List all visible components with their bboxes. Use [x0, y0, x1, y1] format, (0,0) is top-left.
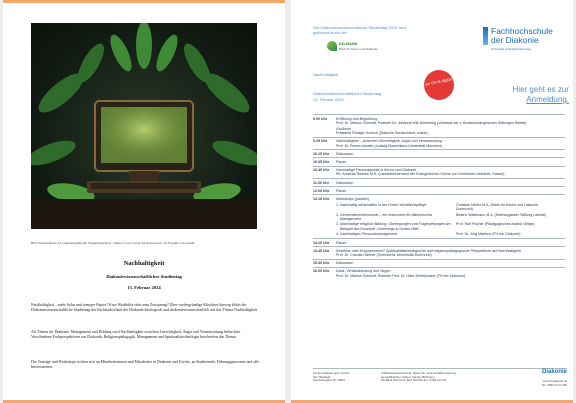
schedule-title: Diskussion [336, 151, 354, 156]
kd-bank-logo [327, 41, 381, 55]
workshop-item [336, 232, 565, 236]
document-subtitle: Diakoniewissenschaftlicher Studientag [106, 274, 182, 279]
footer-line: FH der Diakonie gem. GmbH [313, 371, 350, 375]
schedule-title: Diskussion [336, 261, 354, 266]
schedule-title: Nachhaltigkeit – zwischen Gerechtigkeit, Angst und Verantwortung [336, 139, 442, 144]
intro-paragraph: Die Vorträge und Workshops richten sich an Mitarbeiterinnen und Mitarbeiter in Diakonie und Kirche, an Studierende, Führungspersonen und alle Interessierten. [31, 360, 259, 369]
workshop-title: Nachhaltig wirtschaften in der Freien Wohlfahrtspflege [340, 202, 427, 207]
schedule-time: 9.00 Uhr [313, 116, 328, 121]
schedule-row [313, 238, 565, 246]
workshop-speaker: Prof. Dr. Jörg Martens (FH der Diakonie) [456, 232, 521, 237]
footer-line: Handelsregister Bi: 36667 [313, 378, 346, 383]
schedule-time: 14.45 Uhr [313, 248, 330, 253]
cover-image [31, 23, 257, 229]
workshop-title: Gemeinwesenökonomie – ein Instrument für diakonisches Management [340, 212, 433, 221]
intro-paragraph: Als Thema für Diakonie, Management und Bildung wird Nachhaltigkeit zwischen Gerechtigkeit, Angst und Verantwortung beleuchtet. Verschiedene Fachperspektiven aus Diakonik, Religionspädagogik, Management und Spiritualitätstheologie beschreiten das Thema. [31, 330, 241, 339]
workshop-speaker: Prof. Ralf Fischer (Pädagogisches Institut Villigst) [456, 222, 535, 227]
kd-bank-tagline: Bank für Kirche und Diakonie [339, 47, 378, 51]
schedule-title: Eröffnung und Begrüßung [336, 116, 378, 121]
funding-note-line: gefördert durch die [313, 30, 347, 35]
page-footer [313, 368, 567, 392]
footer-phone: Tel.: 0800 24 24 256 [541, 382, 567, 387]
schedule-title: Pause [336, 240, 347, 245]
workshop-number: 3. [336, 222, 339, 227]
footer-column [381, 372, 456, 383]
schedule-time: 13.15 Uhr [313, 196, 330, 201]
computer-plants-illustration [31, 23, 257, 229]
schedule-row [313, 267, 565, 279]
intro-paragraph: Nachhaltigkeit – mehr Solar und weniger Papier? Kurz Worthülse oder zum Zeitsprung? Über vordergründige Klischees hinweg blickt der Diakoniewissenschaftliche Studientag der Fachhochschule der Diakonie theologisch und diakoniewissenschaftlich auf das Thema Nachhaltigkeit. [31, 303, 258, 312]
schedule-time: 14.15 Uhr [313, 240, 330, 245]
fh-logo-line: Fachhochschule [491, 26, 553, 36]
fh-diakonie-logo [491, 27, 569, 57]
fh-logo-line: der Diakonie [491, 35, 539, 45]
schedule-row [313, 178, 565, 186]
schedule-row [313, 157, 565, 165]
schedule-time: 10.10 Uhr [313, 151, 330, 156]
left-page [3, 0, 285, 403]
schedule-detail: Pfr. Andreas Rohnke M.A. (Landeskirchenamt der Evangelischen Kirche von Kurhessen-Waldeck, Kassel) [336, 172, 505, 177]
workshop-item [336, 213, 565, 221]
workshop-item [336, 222, 565, 230]
schedule-title: Pause [336, 159, 347, 164]
schedule-detail: Prof. Dr. Markus Schmidt, Rektorin Prof. Dr. Hilke Bertelsmann (FH der Diakonie) [336, 273, 466, 278]
schedule-row [313, 114, 565, 137]
schedule-title: Diskussion [336, 180, 354, 185]
diakonie-logo: Diakonie [541, 369, 567, 375]
image-caption: Bild: Ausschnittaus 3d computergrafik mit Pergamentgrafen". Dieses Cover wurde mit Ressourcen von Freepik.com erstellt. [31, 241, 196, 245]
schedule-time: 9.25 Uhr [313, 139, 328, 144]
registration-text: Hier geht es zur [512, 85, 569, 94]
schedule-row [313, 259, 565, 267]
workshop-title: Nachhaltiges Personalmanagement [340, 232, 397, 237]
schedule-time: 12.00 Uhr [313, 188, 330, 193]
schedule-row-workshops [313, 194, 565, 238]
schedule-detail: Prof. Dr. Reiner Anselm (Ludwig-Maximilians-Universität München) [336, 143, 443, 148]
schedule-time: 16.00 Uhr [313, 269, 330, 274]
schedule-detail: Prof. Dr. Claudia Gärtner (Technische Universität Dortmund) [336, 252, 432, 257]
schedule-time: 10.35 Uhr [313, 159, 330, 164]
workshop-title: Nachhaltige religiöse Bildung. Überlegungen und Fragestellungen am Beispiel des Konzepts „Unterwegs in Gottes Welt“ [340, 222, 451, 231]
registration-callout [491, 85, 569, 105]
schedule-title: Resilienz oder Empowerment? Spiritualitätstheologische und religionspädagogische Perspektiven auf Nachhaltigkeit [336, 248, 521, 253]
schedule-time: 11.30 Uhr [313, 180, 329, 185]
workshop-number: 4. [336, 232, 339, 237]
footer-column [313, 372, 349, 383]
schedule-detail: Prof. Dr. Markus Schmidt, Pastorin Dr. Johanna Will-Armstrong (Vorstand der v. Bodelschwinghschen Stiftungen Bethel) [336, 120, 527, 125]
kd-bank-name: KD-BANK [339, 41, 358, 46]
footer-line: Geschäftsführer: Diakon Carsten Bühmann [381, 374, 435, 379]
workshop-item [336, 203, 565, 211]
kd-bank-leaf-icon [327, 41, 337, 51]
schedule-title: Dank, Verabschiedung und Segen [336, 269, 391, 274]
program-heading: Nachhaltigkeit [313, 72, 339, 77]
schedule-title: Grußwort [336, 126, 351, 131]
schedule-table [313, 114, 565, 279]
schedule-time: 10.40 Uhr [313, 168, 330, 173]
right-page [291, 0, 573, 403]
fh-logo-tagline: University of Applied Sciences [491, 47, 532, 51]
schedule-row [313, 149, 565, 157]
fh-logo-mark-icon [483, 27, 488, 45]
program-subheading: Diakoniewissenschaftlicher Studientag [313, 91, 382, 96]
document-title: Nachhaltigkeit [123, 260, 165, 267]
funding-note [313, 25, 406, 35]
footer-line: Sitz: Bielefeld [313, 374, 330, 379]
workshop-number: 2. [336, 212, 339, 217]
funding-note-line: Der Diakoniewissenschaftliche Studientag 2024 wird [313, 25, 406, 30]
schedule-row [313, 246, 565, 258]
footer-website[interactable]: www.fh-diakonie.de [542, 379, 567, 383]
footer-line: KD-Bank Dortmund: BLZ 350 601 90 / 2 056 131 011 [381, 378, 447, 383]
workshop-number: 1. [336, 202, 339, 207]
program-date: 13. Februar 2024 [313, 97, 344, 102]
schedule-row [313, 186, 565, 194]
workshop-speaker: Christian Müller M.A. (Bank für Kirche und Diakonie, Dortmund) [456, 202, 540, 211]
footer-line: Aufsichtsratsvorsitzende: Pastor Dr. Johanna Will-Armstrong [381, 371, 456, 375]
footer-column [513, 380, 567, 387]
schedule-title: Nachhaltige Personalpolitik in Kirche und Diakonie [336, 168, 417, 173]
schedule-row [313, 137, 565, 149]
schedule-title: Pause [336, 188, 347, 193]
workshop-speaker: Beatrix Waldmann M.A. (Hoffnungstaler Stiftung Lobetal) [456, 212, 547, 217]
schedule-detail: Präsident Rüdiger Schuch (Diakonie Deutschland, online) [336, 131, 428, 136]
workshops-label: Workshops (parallel) [336, 196, 369, 201]
schedule-row [313, 166, 565, 178]
registration-link[interactable]: Anmeldung. [526, 95, 569, 104]
document-date: 13. Februar 2024 [127, 285, 161, 290]
onsite-digital-badge: vor Ort & digital [421, 67, 457, 103]
schedule-time: 15.30 Uhr [313, 261, 330, 266]
